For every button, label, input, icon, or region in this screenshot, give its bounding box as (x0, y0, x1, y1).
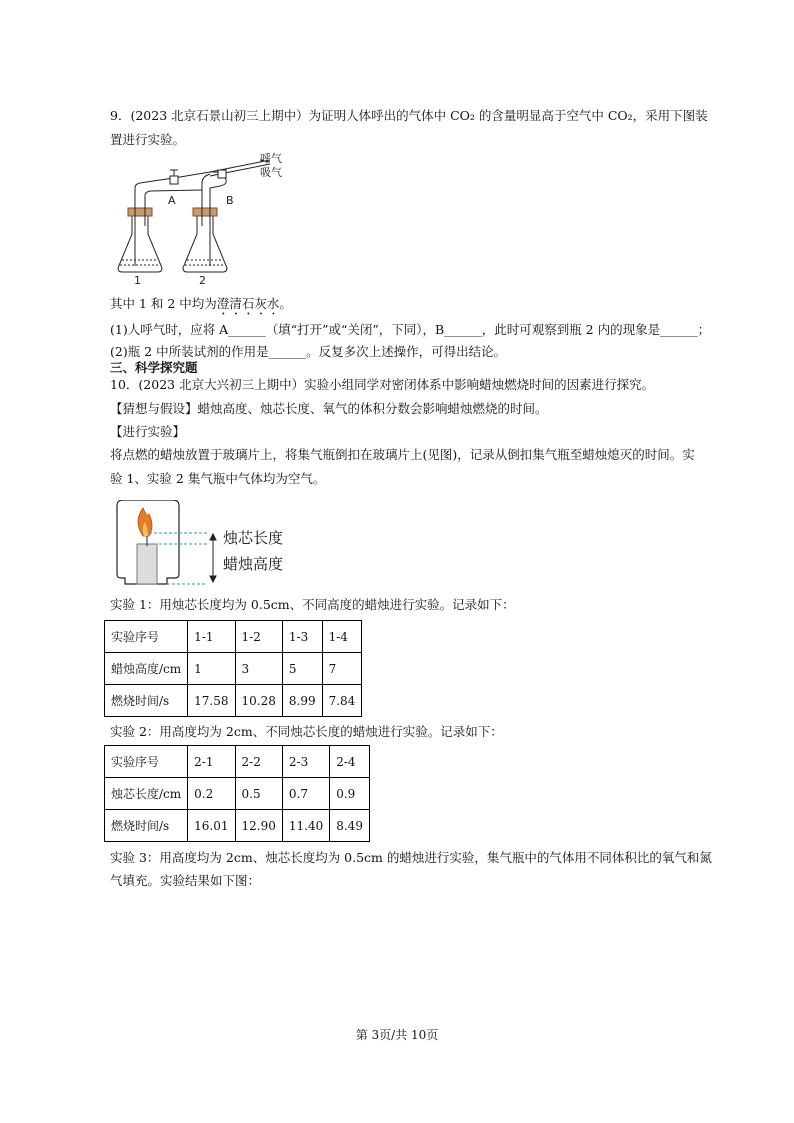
table-cell: 8.49 (330, 810, 370, 842)
candle-height-label: 蜡烛高度 (223, 555, 284, 573)
table-cell: 0.7 (282, 778, 329, 810)
table-cell: 16.01 (188, 810, 235, 842)
candle-figure (115, 500, 290, 588)
label-b: B (226, 194, 234, 207)
exp2-text: 实验 2：用高度均为 2cm、不同烛芯长度的蜡烛进行实验。记录如下： (110, 724, 503, 739)
table-cell: 0.5 (235, 778, 282, 810)
table-cell: 10.28 (235, 685, 282, 717)
table-cell: 实验序号 (105, 621, 188, 653)
table-cell: 1-3 (282, 621, 322, 653)
table-cell: 1-1 (188, 621, 235, 653)
q10-hypothesis: 【猜想与假设】蜡烛高度、烛芯长度、氧气的体积分数会影响蜡烛燃烧的时间。 (110, 401, 548, 416)
table-cell: 2-1 (188, 746, 235, 778)
table-cell: 2-4 (330, 746, 370, 778)
table-cell: 实验序号 (105, 746, 188, 778)
table-cell: 2-3 (282, 746, 329, 778)
table-cell: 7.84 (322, 685, 362, 717)
table-row (105, 778, 370, 810)
table-row (105, 810, 370, 842)
page-footer: 第 3页/共 10页 (355, 1028, 439, 1042)
q10-intro: 10．(2023 北京大兴初三上期中）实验小组同学对密闭体系中影响蜡烛燃烧时间的因素进行探究。 (110, 377, 655, 392)
exp3-line2: 气填充。实验结果如下图： (110, 873, 261, 888)
clamp-a (170, 176, 178, 184)
q10-method-line1: 将点燃的蜡烛放置于玻璃片上，将集气瓶倒扣在玻璃片上(见图)，记录从倒扣集气瓶至蜡烛熄灭的时间。实 (110, 447, 695, 462)
table-cell: 11.40 (282, 810, 329, 842)
flask-1 (118, 216, 162, 272)
table-cell: 燃烧时间/s (105, 810, 188, 842)
flask-2-stopper (193, 208, 217, 216)
table-cell: 12.90 (235, 810, 282, 842)
table-cell: 燃烧时间/s (105, 685, 188, 717)
table-exp1 (104, 620, 362, 717)
table-row (105, 621, 362, 653)
wick-length-label: 烛芯长度 (223, 529, 284, 547)
table-cell: 蜡烛高度/cm (105, 653, 188, 685)
exp1-text: 实验 1：用烛芯长度均为 0.5cm、不同高度的蜡烛进行实验。记录如下： (110, 597, 515, 612)
table-cell: 1 (188, 653, 235, 685)
q9-sub2: (2)瓶 2 中所装试剂的作用是______。反复多次上述操作，可得出结论。 (110, 344, 507, 359)
table-cell: 17.58 (188, 685, 235, 717)
label-a: A (168, 194, 176, 207)
q9-stem-line2: 置进行实验。 (110, 132, 186, 147)
q9-sub1: (1)人呼气时，应将 A______（填“打开”或“关闭”，下同），B______，此时可观察到瓶 2 内的现象是______； (110, 322, 711, 337)
table-row (105, 653, 362, 685)
q9-stem-line1: 9．(2023 北京石景山初三上期中）为证明人体呼出的气体中 CO₂ 的含量明显高于空气中 CO₂，采用下图装 (110, 108, 708, 123)
q9-note-emphasis: 澄清石灰水 (216, 296, 280, 311)
q10-experiment-head: 【进行实验】 (110, 424, 186, 439)
q9-note: 其中 1 和 2 中均为澄清石灰水。 (110, 296, 292, 311)
table-cell: 1-4 (322, 621, 362, 653)
label-2: 2 (199, 274, 206, 287)
table-exp2 (104, 745, 370, 842)
table-cell: 2-2 (235, 746, 282, 778)
table-cell: 5 (282, 653, 322, 685)
label-1: 1 (134, 274, 141, 287)
table-cell: 3 (235, 653, 282, 685)
exp3-line1: 实验 3：用高度均为 2cm、烛芯长度均为 0.5cm 的蜡烛进行实验，集气瓶中的气体用不同体积比的氧气和氮 (110, 850, 712, 865)
table-cell: 7 (322, 653, 362, 685)
flask-1-stopper (128, 208, 152, 216)
section-title: 三、科学探究题 (110, 360, 198, 375)
label-inhale: 吸气 (260, 166, 282, 179)
breath-apparatus-figure (110, 150, 300, 288)
q10-method-line2: 验 1、实验 2 集气瓶中气体均为空气。 (110, 471, 326, 486)
table-cell: 8.99 (282, 685, 322, 717)
table-row (105, 685, 362, 717)
table-cell: 0.2 (188, 778, 235, 810)
table-cell: 烛芯长度/cm (105, 778, 188, 810)
candle-body (137, 544, 157, 584)
table-cell: 0.9 (330, 778, 370, 810)
flask-2 (183, 216, 227, 272)
table-row (105, 746, 370, 778)
clamp-b (218, 170, 226, 178)
label-exhale: 呼气 (260, 152, 282, 165)
table-cell: 1-2 (235, 621, 282, 653)
